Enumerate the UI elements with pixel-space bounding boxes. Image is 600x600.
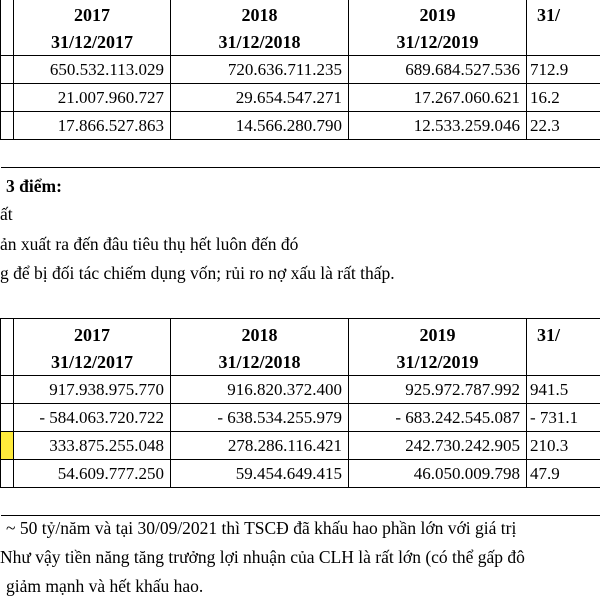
header-2019: 2019 31/12/2019	[349, 0, 527, 56]
table-cell: 14.566.280.790	[171, 112, 349, 140]
table-2	[0, 318, 600, 516]
table-cell: 16.2	[527, 84, 600, 112]
note-heading: 3 điểm:	[6, 176, 62, 196]
table-row-empty	[1, 140, 600, 168]
table-1-header-row	[1, 0, 600, 56]
table-cell: 916.820.372.400	[171, 376, 349, 404]
table-cell: - 731.1	[527, 404, 600, 432]
header-2019: 2019 31/12/2019	[349, 319, 527, 376]
note-line: giảm mạnh và hết khấu hao.	[6, 576, 204, 596]
table-cell: 47.9	[527, 460, 600, 488]
table-cell: 689.684.527.536	[349, 56, 527, 84]
highlight-cell	[1, 432, 14, 460]
table-row-empty	[1, 488, 600, 516]
note-line: ản xuất ra đến đâu tiêu thụ hết luôn đến đó	[0, 234, 299, 254]
table-cell: 650.532.113.029	[14, 56, 171, 84]
header-2018: 2018 31/12/2018	[171, 319, 349, 376]
table-cell: 22.3	[527, 112, 600, 140]
table-cell: 12.533.259.046	[349, 112, 527, 140]
table-row	[1, 460, 600, 488]
table-cell: 333.875.255.048	[14, 432, 171, 460]
header-label-cell	[1, 319, 14, 376]
note-line: ~ 50 tỷ/năm và tại 30/09/2021 thì TSCĐ đã khấu hao phần lớn với giá trị	[6, 518, 517, 538]
table-cell: 17.267.060.621	[349, 84, 527, 112]
table-row	[1, 56, 600, 84]
table-cell: 941.5	[527, 376, 600, 404]
table-row	[1, 376, 600, 404]
table-cell: - 584.063.720.722	[14, 404, 171, 432]
table-cell: 278.286.116.421	[171, 432, 349, 460]
table-cell: 242.730.242.905	[349, 432, 527, 460]
table-cell: 925.972.787.992	[349, 376, 527, 404]
table-cell: 210.3	[527, 432, 600, 460]
header-2018: 2018 31/12/2018	[171, 0, 349, 56]
table-2-header-row	[1, 319, 600, 376]
table-row	[1, 432, 600, 460]
table-1	[0, 0, 600, 168]
header-label-cell	[1, 0, 14, 56]
header-2020-clipped: 31/	[527, 319, 600, 376]
note-line: Như vậy tiền năng tăng trưởng lợi nhuận của CLH là rất lớn (có thể gấp đô	[0, 547, 525, 567]
note-line: ất	[0, 204, 13, 224]
note-line: g để bị đối tác chiếm dụng vốn; rủi ro nợ xấu là rất thấp.	[0, 263, 395, 283]
table-cell: - 683.242.545.087	[349, 404, 527, 432]
header-2017: 2017 31/12/2017	[14, 319, 171, 376]
table-cell: 29.654.547.271	[171, 84, 349, 112]
table-cell: 917.938.975.770	[14, 376, 171, 404]
header-2017: 2017 31/12/2017	[14, 0, 171, 56]
table-row	[1, 404, 600, 432]
table-cell: 712.9	[527, 56, 600, 84]
table-cell: 720.636.711.235	[171, 56, 349, 84]
header-2020-clipped: 31/	[527, 0, 600, 56]
table-cell: 59.454.649.415	[171, 460, 349, 488]
table-row	[1, 84, 600, 112]
table-cell: 17.866.527.863	[14, 112, 171, 140]
table-row	[1, 112, 600, 140]
table-cell: - 638.534.255.979	[171, 404, 349, 432]
table-cell: 21.007.960.727	[14, 84, 171, 112]
table-cell: 54.609.777.250	[14, 460, 171, 488]
table-cell: 46.050.009.798	[349, 460, 527, 488]
